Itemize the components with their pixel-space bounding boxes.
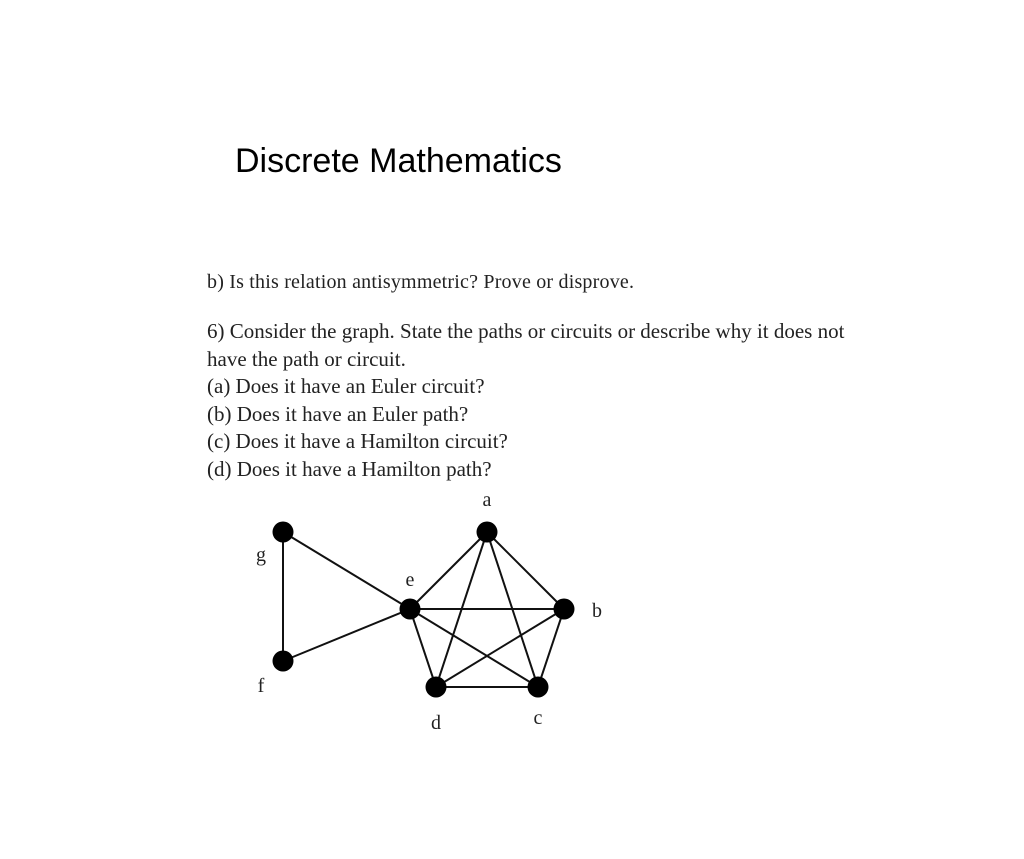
question-part-d: (d) Does it have a Hamilton path? <box>207 456 492 481</box>
edge-e-c <box>410 609 538 687</box>
question-part-a: (a) Does it have an Euler circuit? <box>207 374 485 398</box>
page-title: Discrete Mathematics <box>235 142 562 180</box>
vertex-label-a: a <box>482 489 492 511</box>
vertex-f <box>273 651 294 672</box>
edge-a-b <box>487 532 564 609</box>
question-line-2: have the path or circuit. <box>207 346 406 371</box>
edge-e-d <box>410 609 436 687</box>
question-part-b: (b) Does it have an Euler path? <box>207 401 469 426</box>
vertex-b <box>554 599 575 620</box>
vertex-label-d: d <box>431 712 441 734</box>
vertex-g <box>273 522 294 543</box>
graph-labels <box>256 489 602 734</box>
vertex-label-g: g <box>256 544 266 566</box>
vertex-label-c: c <box>533 707 543 729</box>
edge-b-c <box>538 609 564 687</box>
question-line-1: 6) Consider the graph. State the paths or circuits or describe why it does not <box>207 319 845 343</box>
vertex-label-f: f <box>257 675 265 697</box>
vertex-label-b: b <box>592 600 602 622</box>
vertex-e <box>400 599 421 620</box>
edge-e-a <box>410 532 487 609</box>
question-part-c: (c) Does it have a Hamilton circuit? <box>207 429 508 453</box>
edge-b-d <box>436 609 564 687</box>
vertex-c <box>528 677 549 698</box>
vertex-d <box>426 677 447 698</box>
vertex-a <box>477 522 498 543</box>
edge-g-e <box>283 532 410 609</box>
vertex-label-e: e <box>405 569 415 591</box>
cut-off-text: b) Is this relation antisymmetric? Prove or disprove. <box>207 271 635 293</box>
edge-f-e <box>283 609 410 661</box>
graph-edges <box>283 532 564 687</box>
